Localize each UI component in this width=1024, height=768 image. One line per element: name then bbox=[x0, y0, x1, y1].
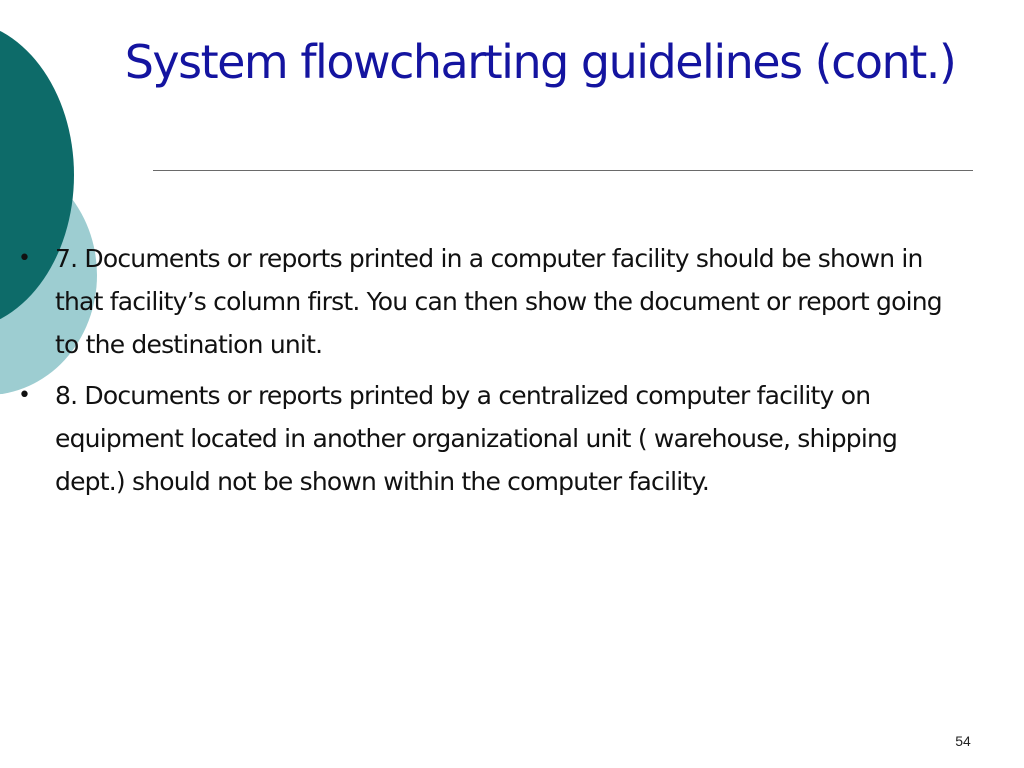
slide-title: System flowcharting guidelines (cont.) bbox=[124, 35, 956, 89]
bullet-item-8 bbox=[18, 374, 968, 503]
bullet-text: 7. Documents or reports printed in a computer facility should be shown in that facility’s column first. You can then show the document or report going to the destination unit. bbox=[55, 244, 942, 359]
bullet-icon: • bbox=[18, 246, 31, 271]
bullet-item-7 bbox=[18, 237, 968, 366]
page-number: 54 bbox=[955, 733, 971, 749]
title-underline bbox=[153, 170, 973, 171]
bullet-list bbox=[18, 237, 968, 511]
bullet-icon: • bbox=[18, 383, 31, 408]
bullet-text: 8. Documents or reports printed by a centralized computer facility on equipment located in another organizational unit ( warehouse, shipping dept.) should not be shown within the computer facility. bbox=[55, 381, 898, 496]
